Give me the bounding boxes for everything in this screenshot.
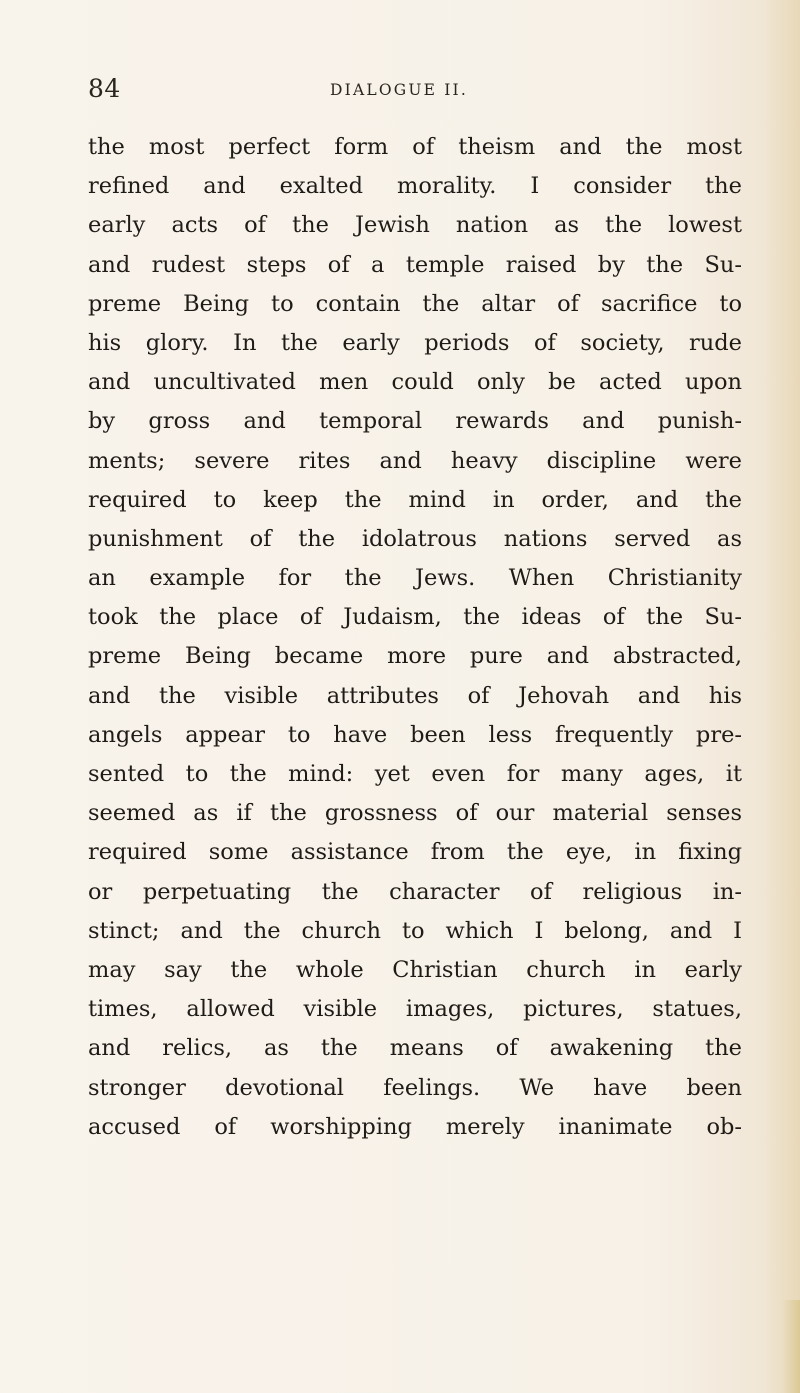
text-line: preme Being became more pure and abstracted, [88, 643, 742, 670]
text-line: an example for the Jews. When Christianity [88, 565, 742, 592]
text-line: and relics, as the means of awakening the [88, 1035, 742, 1062]
text-line: times, allowed visible images, pictures, statues, [88, 996, 742, 1023]
text-line: or perpetuating the character of religious in- [88, 878, 742, 905]
running-head: DIALOGUE II. [330, 81, 469, 99]
text-line: stronger devotional feelings. We have been [88, 1074, 742, 1101]
text-line: refined and exalted morality. I consider the [88, 173, 742, 200]
text-line: ments; severe rites and heavy discipline were [88, 447, 742, 474]
text-line: stinct; and the church to which I belong, and I [88, 917, 742, 944]
text-line: by gross and temporal rewards and punish- [88, 408, 742, 435]
text-line: accused of worshipping merely inanimate ob- [88, 1113, 742, 1140]
page-number: 84 [88, 74, 121, 103]
text-line: required to keep the mind in order, and the [88, 486, 742, 513]
page-header [0, 74, 800, 108]
text-line: punishment of the idolatrous nations served as [88, 525, 742, 552]
text-line: early acts of the Jewish nation as the lowest [88, 212, 742, 239]
text-line: preme Being to contain the altar of sacrifice to [88, 290, 742, 317]
text-line: his glory. In the early periods of society, rude [88, 329, 742, 356]
body-text [88, 128, 742, 1147]
text-line: angels appear to have been less frequently pre- [88, 721, 742, 748]
text-line: and uncultivated men could only be acted upon [88, 369, 742, 396]
text-line: sented to the mind: yet even for many ages, it [88, 761, 742, 787]
text-line: seemed as if the grossness of our material senses [88, 800, 742, 827]
text-line: the most perfect form of theism and the most [88, 134, 742, 160]
text-line: may say the whole Christian church in early [88, 956, 742, 983]
text-line: and rudest steps of a temple raised by the Su- [88, 251, 742, 278]
text-line: and the visible attributes of Jehovah and his [88, 682, 742, 709]
text-line: took the place of Judaism, the ideas of the Su- [88, 604, 742, 631]
text-line: required some assistance from the eye, in fixing [88, 839, 742, 866]
page-edge-stain [782, 1300, 800, 1393]
